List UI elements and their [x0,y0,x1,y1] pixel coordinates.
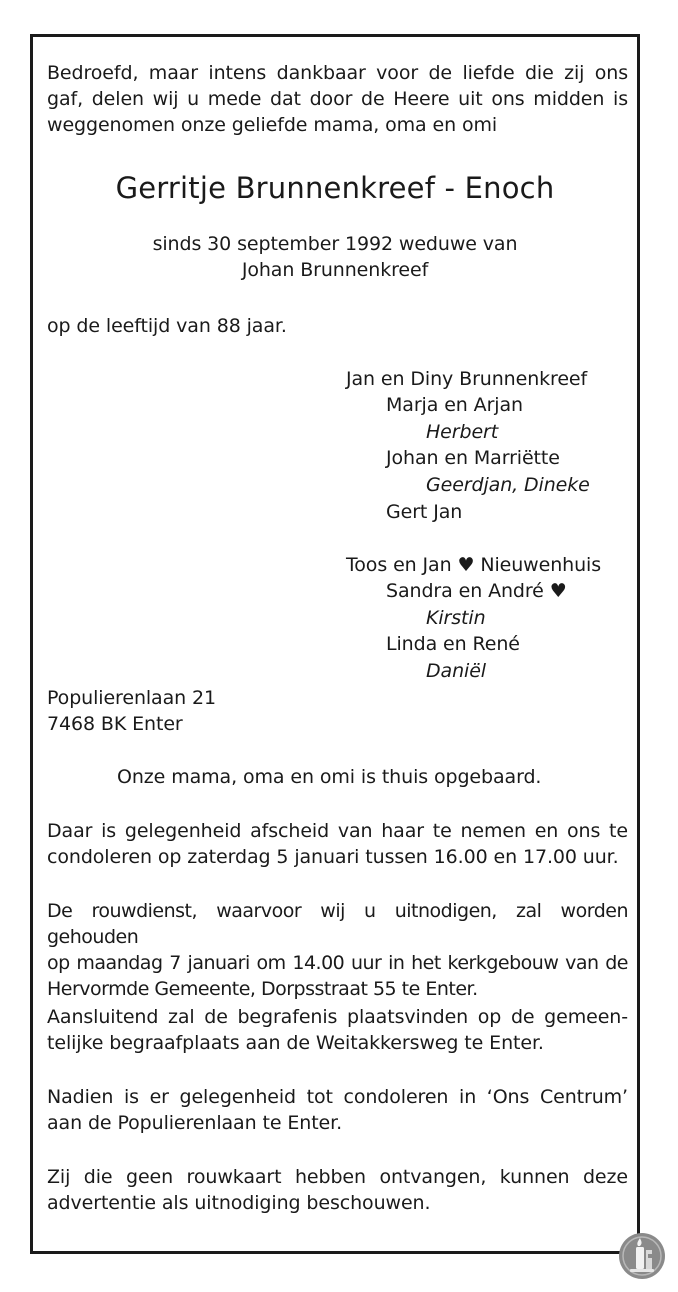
candle-logo-icon [618,1232,666,1280]
age-line: op de leeftijd van 88 jaar. [47,315,287,337]
family-child: Marja en Arjan [386,394,523,416]
paragraph-line: advertentie als uitnodiging beschouwen. [47,1192,431,1214]
widow-line: Johan Brunnenkreef [241,259,429,281]
paragraph-line: Nadien is er gelegenheid tot condoleren in ‘Ons Centrum’ [47,1086,628,1108]
family-child: Johan en Marriëtte [386,447,560,469]
intro-paragraph [47,60,628,138]
family-child: Linda en René [386,633,520,655]
family-parents: Toos en Jan ♥ Nieuwenhuis [346,554,601,576]
paragraph-line: Aansluitend zal de begrafenis plaatsvinden op de gemeen- [47,1006,628,1028]
afterwards-paragraph [47,1084,628,1136]
paragraph-line: aan de Populierenlaan te Enter. [47,1112,343,1134]
burial-paragraph [47,1004,628,1056]
family-grandchild: Geerdjan, Dineke [426,474,590,496]
family-child: Sandra en André ♥ [386,580,567,602]
invitation-paragraph [47,1164,628,1216]
family-child: Gert Jan [386,501,463,523]
paragraph-line: condoleren op zaterdag 5 januari tussen 16.00 en 17.00 uur. [47,846,619,868]
address-street: Populierenlaan 21 [47,687,217,709]
family-parents: Jan en Diny Brunnenkreef [346,368,588,390]
announcement-frame [30,34,640,1254]
paragraph-line: Hervormde Gemeente, Dorpsstraat 55 te Enter. [47,978,478,1000]
family-grandchild: Kirstin [426,607,486,629]
intro-line: gaf, delen wij u mede dat door de Heere uit ons midden is [47,88,628,110]
paragraph-line: Daar is gelegenheid afscheid van haar te nemen en ons te [47,820,628,842]
laid-out-line: Onze mama, oma en omi is thuis opgebaard. [117,766,542,788]
family-grandchild: Daniël [426,660,486,682]
intro-line: Bedroefd, maar intens dankbaar voor de liefde die zij ons [47,62,628,84]
paragraph-line: De rouwdienst, waarvoor wij u uitnodigen, zal worden gehouden [47,900,628,948]
deceased-name: Gerritje Brunnenkreef - Enoch [115,171,555,205]
condolence-paragraph [47,818,628,870]
family-grandchild: Herbert [426,421,499,443]
service-paragraph [47,898,628,1002]
intro-line: weggenomen onze geliefde mama, oma en omi [47,114,498,136]
paragraph-line: Zij die geen rouwkaart hebben ontvangen, kunnen deze [47,1166,628,1188]
paragraph-line: op maandag 7 januari om 14.00 uur in het kerkgebouw van de [47,952,628,974]
address-city: 7468 BK Enter [47,713,183,735]
paragraph-line: telijke begraafplaats aan de Weitakkersweg te Enter. [47,1032,544,1054]
widow-line: sinds 30 september 1992 weduwe van [152,233,518,255]
